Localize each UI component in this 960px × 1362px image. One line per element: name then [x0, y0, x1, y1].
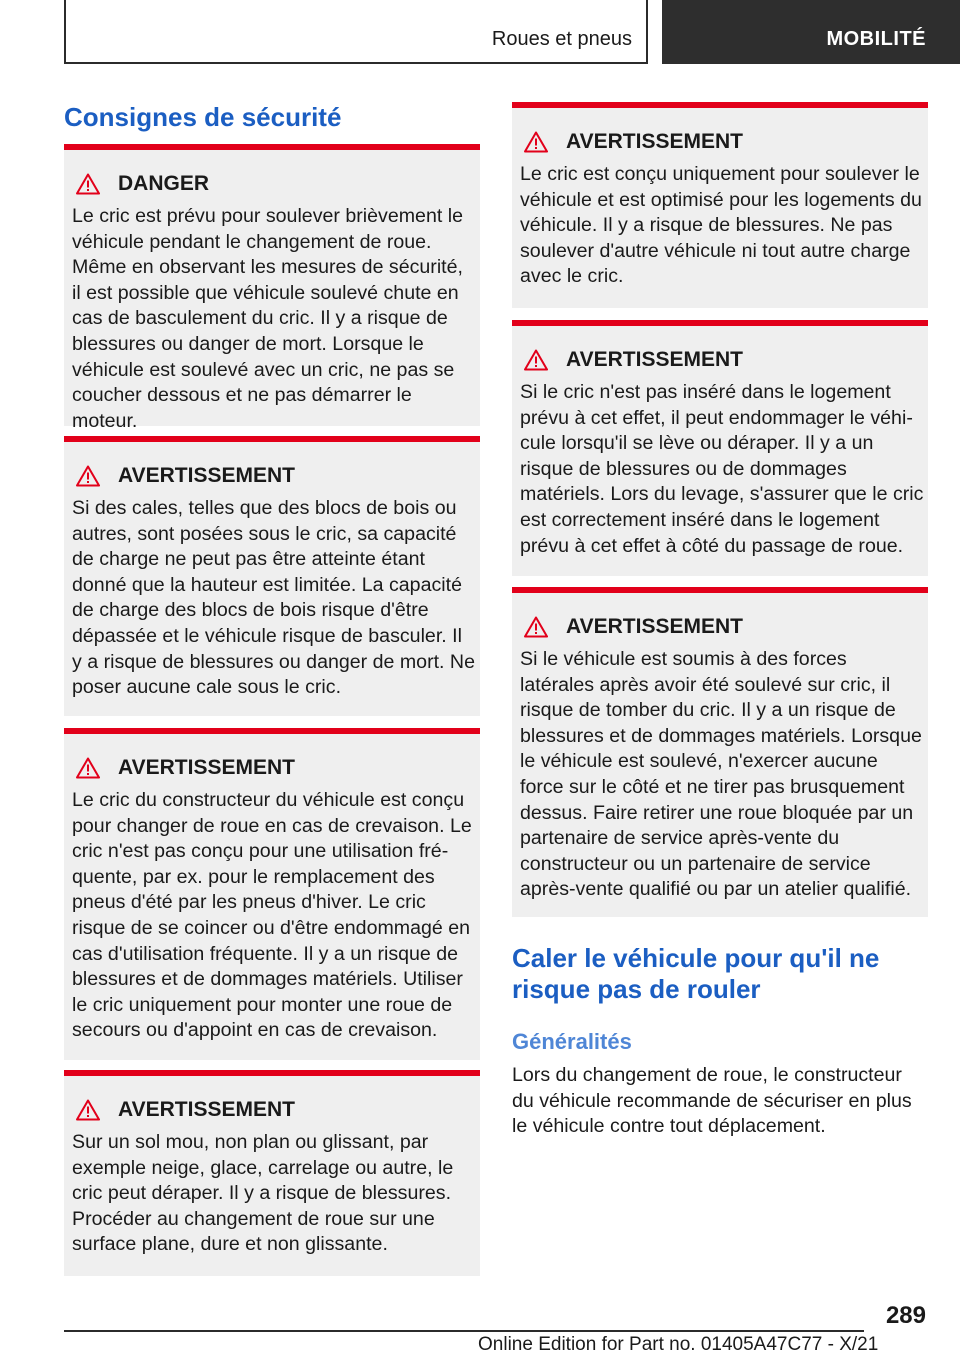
- body-paragraph: Lors du changement de roue, le constructeur du véhicule recommande de sécuriser en plus le véhicule contre tout déplacement.: [512, 1064, 912, 1138]
- warning-triangle-icon: [76, 1099, 100, 1121]
- warning-box: [64, 728, 480, 1060]
- header-section-title: Roues et pneus: [491, 28, 632, 50]
- box-text: Si le cric n'est pas inséré dans le logement prévu à cet effet, il peut endommager le véhicule lorsqu'il se lève ou déraper. Il y a un risque de blessures ou de dommages matériels. Lors du levage, s'assurer que le cric est correctement inséré dans le logement prévu à cet effet à côté du passage de roue.: [520, 381, 924, 557]
- header-chapter-tab: [662, 0, 960, 64]
- box-text: Si le véhicule est soumis à des forces latérales après avoir été soulevé sur cric, il risque de tomber du cric. Il y a un risque de blessures et de dommages matériels. Lorsque le véhicule est soulevé, n'exercer aucune force sur le côté et ne tirer pas brusquement dessus. Faire retirer une roue bloquée par un partenaire de service après-vente du constructeur ou un partenaire de service après-vente qualifié ou par un atelier qualifié.: [520, 648, 922, 901]
- warning-triangle-icon: [524, 616, 548, 638]
- section-title: Consignes de sécurité: [64, 102, 342, 132]
- box-label: AVERTISSEMENT: [118, 756, 295, 779]
- warning-triangle-icon: [524, 349, 548, 371]
- warning-triangle-icon: [76, 173, 100, 195]
- box-label: AVERTISSEMENT: [118, 464, 295, 487]
- warning-box: [512, 587, 928, 917]
- warning-triangle-icon: [76, 757, 100, 779]
- warning-triangle-icon: [524, 131, 548, 153]
- box-label: AVERTISSEMENT: [566, 348, 743, 371]
- box-label: AVERTISSEMENT: [118, 1098, 295, 1121]
- warning-box: [512, 320, 928, 576]
- footer-edition: Online Edition for Part no. 01405A47C77 - X/21: [478, 1334, 879, 1355]
- box-text: Le cric est conçu uniquement pour soulever le véhicule et est optimisé pour les logements du véhicule. Il y a risque de blessures. Ne pas soulever d'autre véhicule ni tout autre charge avec le cric.: [520, 163, 922, 288]
- danger-box: [64, 144, 480, 432]
- warning-triangle-icon: [76, 465, 100, 487]
- footer-divider: [64, 1330, 864, 1332]
- box-label: DANGER: [118, 172, 210, 195]
- header-chapter-title: MOBILITÉ: [826, 28, 926, 50]
- warning-box: [64, 1070, 480, 1276]
- box-text: Le cric est prévu pour soulever brièvement le véhicule pendant le changement de roue. Même en observant les mesures de sécurité, il est possible que véhicule soulevé chute en cas de basculement du cric. Il y a risque de blessures ou danger de mort. Lorsque le véhicule est soulevé avec un cric, ne pas se coucher dessous et ne pas démarrer le moteur.: [72, 205, 463, 432]
- subsection-subheading: Généralités: [512, 1029, 632, 1054]
- box-label: AVERTISSEMENT: [566, 130, 743, 153]
- warning-box: [512, 102, 928, 308]
- warning-box: [64, 436, 480, 716]
- box-label: AVERTISSEMENT: [566, 615, 743, 638]
- box-text: Le cric du constructeur du véhicule est conçu pour changer de roue en cas de crevaison. Le cric n'est pas conçu pour une utilisation fréquente, par ex. pour le remplacement des pneus d'été par les pneus d'hiver. Le cric risque de se coincer ou d'être endommagé en cas d'utilisation fréquente. Il y a un risque de blessures et de dommages matériels. Utiliser le cric uniquement pour monter une roue de secours ou d'appoint en cas de crevaison.: [72, 789, 472, 1042]
- box-text: Sur un sol mou, non plan ou glissant, par exemple neige, glace, carrelage ou autre, le cric peut déraper. Il y a risque de blessures. Procéder au changement de roue sur une surface plane, dure et non glissante.: [72, 1131, 454, 1256]
- page-number: 289: [885, 1302, 926, 1329]
- header-section-box: [64, 0, 648, 64]
- box-text: Si des cales, telles que des blocs de bois ou autres, sont posées sous le cric, sa capacité de charge ne peut pas être atteinte étant donné que la hauteur est limitée. La capacité de charge des blocs de bois risque d'être dépassée et le véhicule risque de basculer. Il y a risque de blessures ou danger de mort. Ne poser aucune cale sous le cric.: [72, 497, 475, 699]
- subsection-heading: Caler le véhicule pour qu'il ne risque pas de rouler: [512, 943, 880, 1004]
